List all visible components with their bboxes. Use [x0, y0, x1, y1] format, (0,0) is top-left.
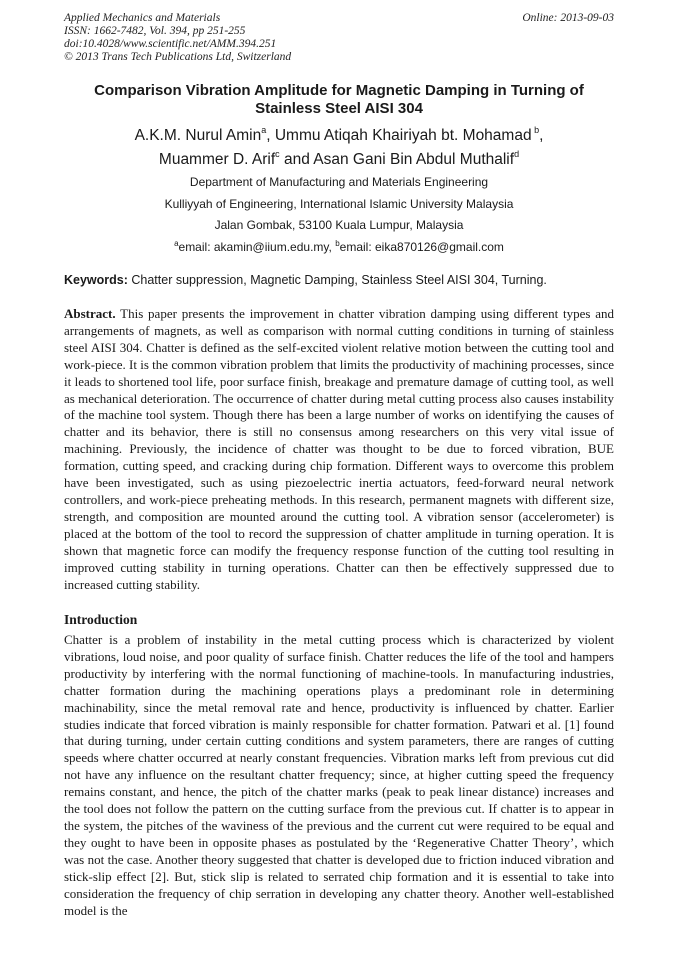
issn-line: ISSN: 1662-7482, Vol. 394, pp 251-255: [64, 25, 246, 37]
author-list: [64, 124, 614, 172]
author-name: Ummu Atiqah Khairiyah bt. Mohamad: [274, 127, 532, 144]
email-line: [64, 237, 614, 259]
section-heading-introduction: Introduction: [64, 612, 138, 627]
author-marker: d: [514, 149, 520, 159]
author-separator: and: [279, 151, 314, 168]
email-marker: b: [335, 238, 340, 248]
doi-line: doi:10.4028/www.scientific.net/AMM.394.251: [64, 38, 277, 50]
author-separator: ,: [266, 127, 275, 144]
author-name: A.K.M. Nurul Amin: [134, 127, 262, 144]
introduction-paragraph: Chatter is a problem of instability in the metal cutting process which is characterized by violent vibrations, loud noise, and poor quality of surface finish. Chatter reduces the life of the tool and hampers productivity by interfering with the normal functioning of machine-tools. In manufacturing industries, chatter formation during the machining operations plays a predominant role in determining machinability, since the metal removal rate and hence, productivity is influenced by chatter. Earlier studies indicate that forced vibration is mainly responsible for chatter formation. Patwari et al. [1] found that during turning, under certain cutting conditions and system parameters, there are ranges of cutting speeds where chatter occurred at nearly constant frequencies. Vibration marks left from previous cut did not have any influence on the resultant chatter frequency; since, at higher cutting speed the frequency remains constant, and hence, the pitch of the chatter marks (peak to peak linear distance) increases and the tool does not follow the pattern on the cutting surface from the previous cut. If chatter is to appear in the system, the pitches of the waviness of the previous and the current cut were required to be equal and they ought to have been in opposite phases as postulated by the ‘Regenerative Chatter Theory’, which was not the case. Another theory suggested that chatter is developed due to friction induced vibration and stick-slip effect [2]. But, stick slip is related to serrated chip formation and it is essential to take into consideration the frequency of chip serration in developing any chatter theory. Another well-established model is the: [64, 632, 614, 918]
faculty-line: Kulliyyah of Engineering, International Islamic University Malaysia: [164, 196, 514, 211]
abstract-text: This paper presents the improvement in chatter vibration damping using different types and arrangements of magnets, as well as comparison with normal cutting conditions in turning of stainless steel AISI 304. Chatter is defined as the self-excited violent relative motion between the cutting tool and work-piece. It is the common vibration problem that limits the productivity of machining processes, since it leads to shortened tool life, poor surface finish, breakage and premature damage of cutting tool, as well as mechanical deterioration. The occurrence of chatter during metal cutting process also causes instability of the machine tool system. Though there has been a large number of works on identifying the causes of chatter and its behavior, there is still no consensus among researchers on this very vital issue of machining. Previously, the incidence of chatter was thought to be due to forced vibration, BUE formation, cutting speed, and cracking during chip formation. Different ways to overcome this problem have been investigated, such as using piezoelectric inertia actuators, feed-forward neural network controllers, and work-piece preheating methods. In this research, permanent magnets with different size, strength, and composition are mounted around the cutting tool. A vibration sensor (accelerometer) is placed at the bottom of the tool to record the suppression of chatter amplitude in turning operation. It is shown that magnetic force can modify the frequency response function of the cutting tool resulting in improved cutting stability in turning operations. Chatter can then be effectively suppressed due to increased cutting stability.: [64, 306, 614, 592]
online-date: Online: 2013-09-03: [522, 12, 614, 24]
address-line: Jalan Gombak, 53100 Kuala Lumpur, Malaysia: [214, 218, 464, 232]
journal-name: Applied Mechanics and Materials: [64, 12, 221, 24]
department-line: Department of Manufacturing and Materials Engineering: [189, 175, 489, 189]
paper-title: Comparison Vibration Amplitude for Magnetic Damping in Turning of Stainless Steel AISI 304: [94, 82, 584, 117]
keywords-text: Chatter suppression, Magnetic Damping, Stainless Steel AISI 304, Turning.: [127, 273, 547, 287]
journal-meta: [64, 12, 291, 64]
keywords-label: Keywords:: [64, 273, 128, 287]
author-separator: ,: [539, 127, 544, 144]
affiliation-block: [64, 172, 614, 258]
abstract-paragraph: [64, 306, 614, 593]
author-marker: a: [261, 125, 267, 135]
email-text: email: akamin@iium.edu.my,: [178, 239, 336, 254]
author-name: Asan Gani Bin Abdul Muthalif: [313, 151, 515, 168]
author-name: Muammer D. Arif: [158, 151, 276, 168]
email-marker: a: [174, 238, 179, 248]
copyright-line: © 2013 Trans Tech Publications Ltd, Switzerland: [64, 51, 292, 63]
keywords-line: [64, 272, 614, 288]
author-marker: c: [275, 149, 280, 159]
author-marker: b: [531, 125, 540, 135]
email-text: email: eika870126@gmail.com: [339, 239, 504, 254]
abstract-label: Abstract.: [64, 306, 116, 321]
